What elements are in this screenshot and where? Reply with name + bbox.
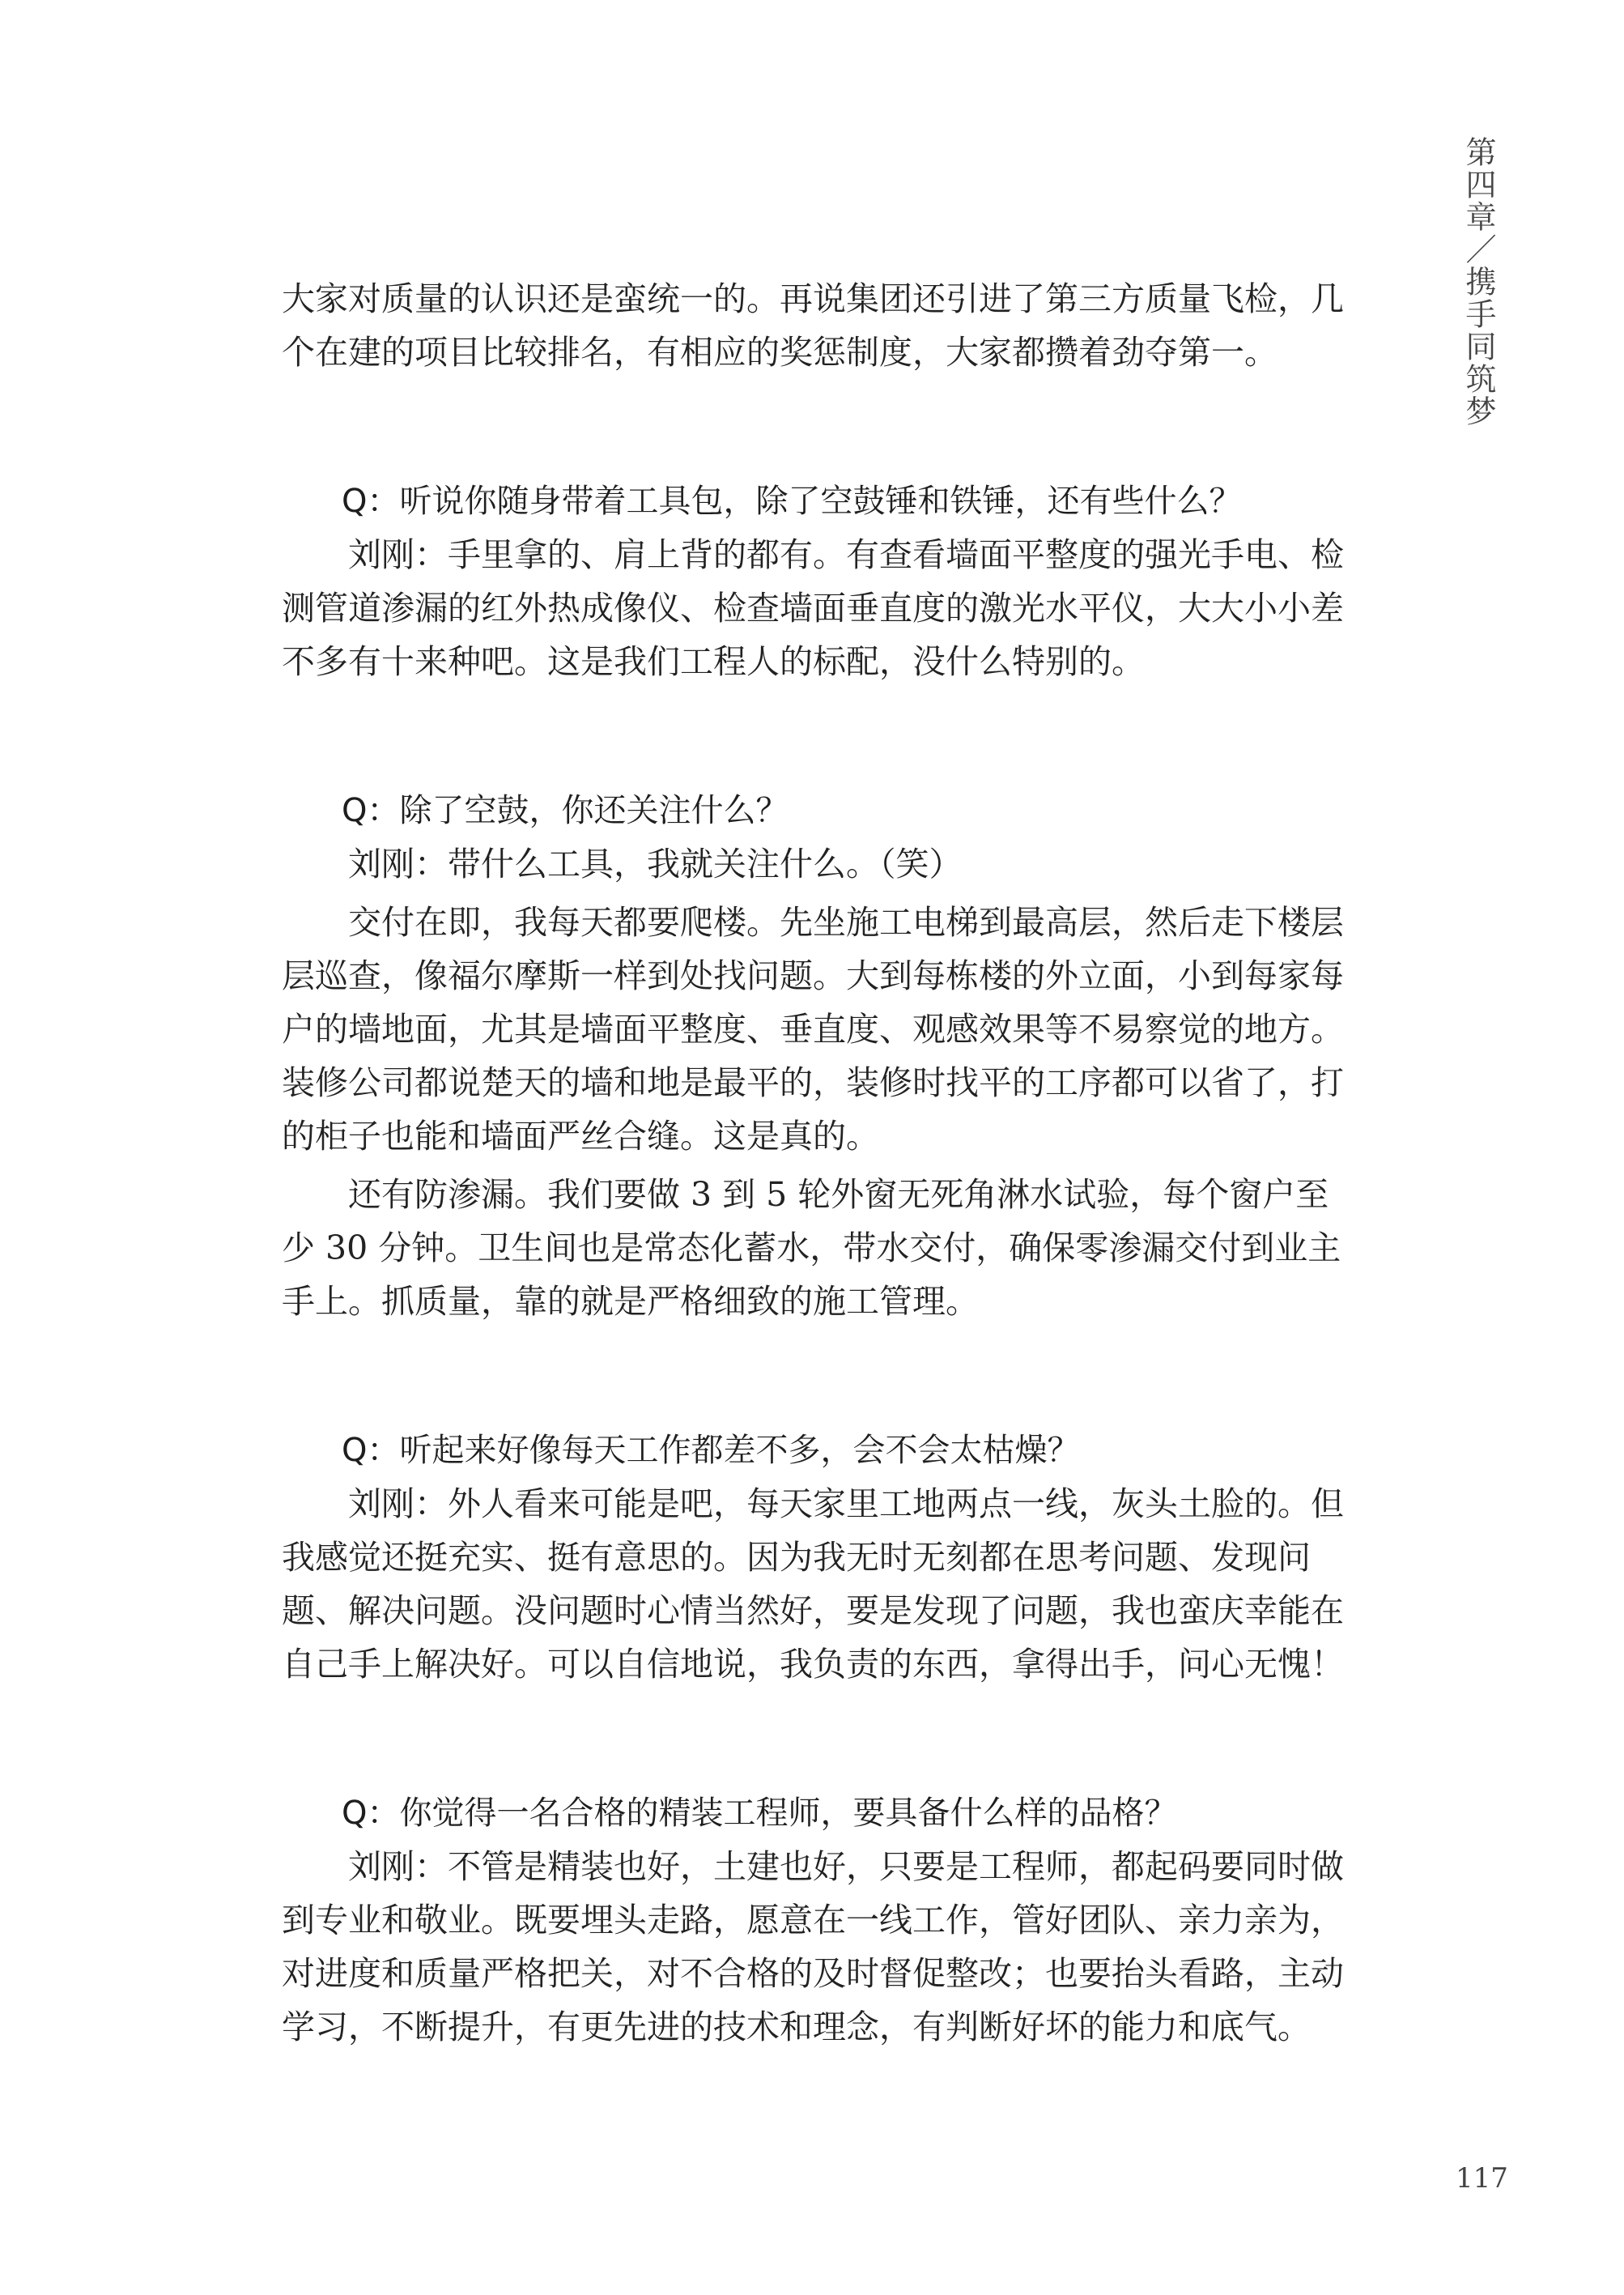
body-text	[282, 272, 1350, 2054]
paragraph: 大家对质量的认识还是蛮统一的。再说集团还引进了第三方质量飞检，几个在建的项目比较排名，有相应的奖惩制度，大家都攒着劲夺第一。	[282, 279, 1344, 372]
paragraph: 交付在即，我每天都要爬楼。先坐施工电梯到最高层，然后走下楼层层巡查，像福尔摩斯一样到处找问题。大到每栋楼的外立面，小到每家每户的墙地面，尤其是墙面平整度、垂直度、观感效果等不易察觉的地方。装修公司都说楚天的墙和地是最平的，装修时找平的工序都可以省了，打的柜子也能和墙面严丝合缝。这是真的。	[282, 903, 1344, 1156]
paragraph: 刘刚：带什么工具，我就关注什么。（笑）	[348, 845, 963, 884]
running-head: 第四章／携手同筑梦	[1460, 136, 1496, 428]
paragraph: 刘刚：手里拿的、肩上背的都有。有查看墙面平整度的强光手电、检测管道渗漏的红外热成像仪、检查墙面垂直度的激光水平仪，大大小小差不多有十来种吧。这是我们工程人的标配，没什么特别的。	[282, 535, 1344, 681]
paragraph: 刘刚：不管是精装也好，土建也好，只要是工程师，都起码要同时做到专业和敬业。既要埋头走路，愿意在一线工作，管好团队、亲力亲为，对进度和质量严格把关，对不合格的及时督促整改；也要抬头看路，主动学习，不断提升，有更先进的技术和理念，有判断好坏的能力和底气。	[282, 1847, 1344, 2046]
question: Q：听起来好像每天工作都差不多，会不会太枯燥？	[342, 1432, 1080, 1469]
paragraph: 刘刚：外人看来可能是吧，每天家里工地两点一线，灰头土脸的。但我感觉还挺充实、挺有意思的。因为我无时无刻都在思考问题、发现问题、解决问题。没问题时心情当然好，要是发现了问题，我也蛮庆幸能在自己手上解决好。可以自信地说，我负责的东西，拿得出手，问心无愧！	[282, 1484, 1344, 1684]
question: Q：听说你随身带着工具包，除了空鼓锤和铁锤，还有些什么？	[342, 483, 1242, 520]
question: Q：你觉得一名合格的精装工程师，要具备什么样的品格？	[342, 1795, 1177, 1832]
paragraph: 还有防渗漏。我们要做 3 到 5 轮外窗无死角淋水试验，每个窗户至少 30 分钟。卫生间也是常态化蓄水，带水交付，确保零渗漏交付到业主手上。抓质量，靠的就是严格细致的施工管理。	[282, 1175, 1341, 1321]
page-number: 117	[1456, 2162, 1508, 2195]
question: Q：除了空鼓，你还关注什么？	[342, 792, 789, 829]
